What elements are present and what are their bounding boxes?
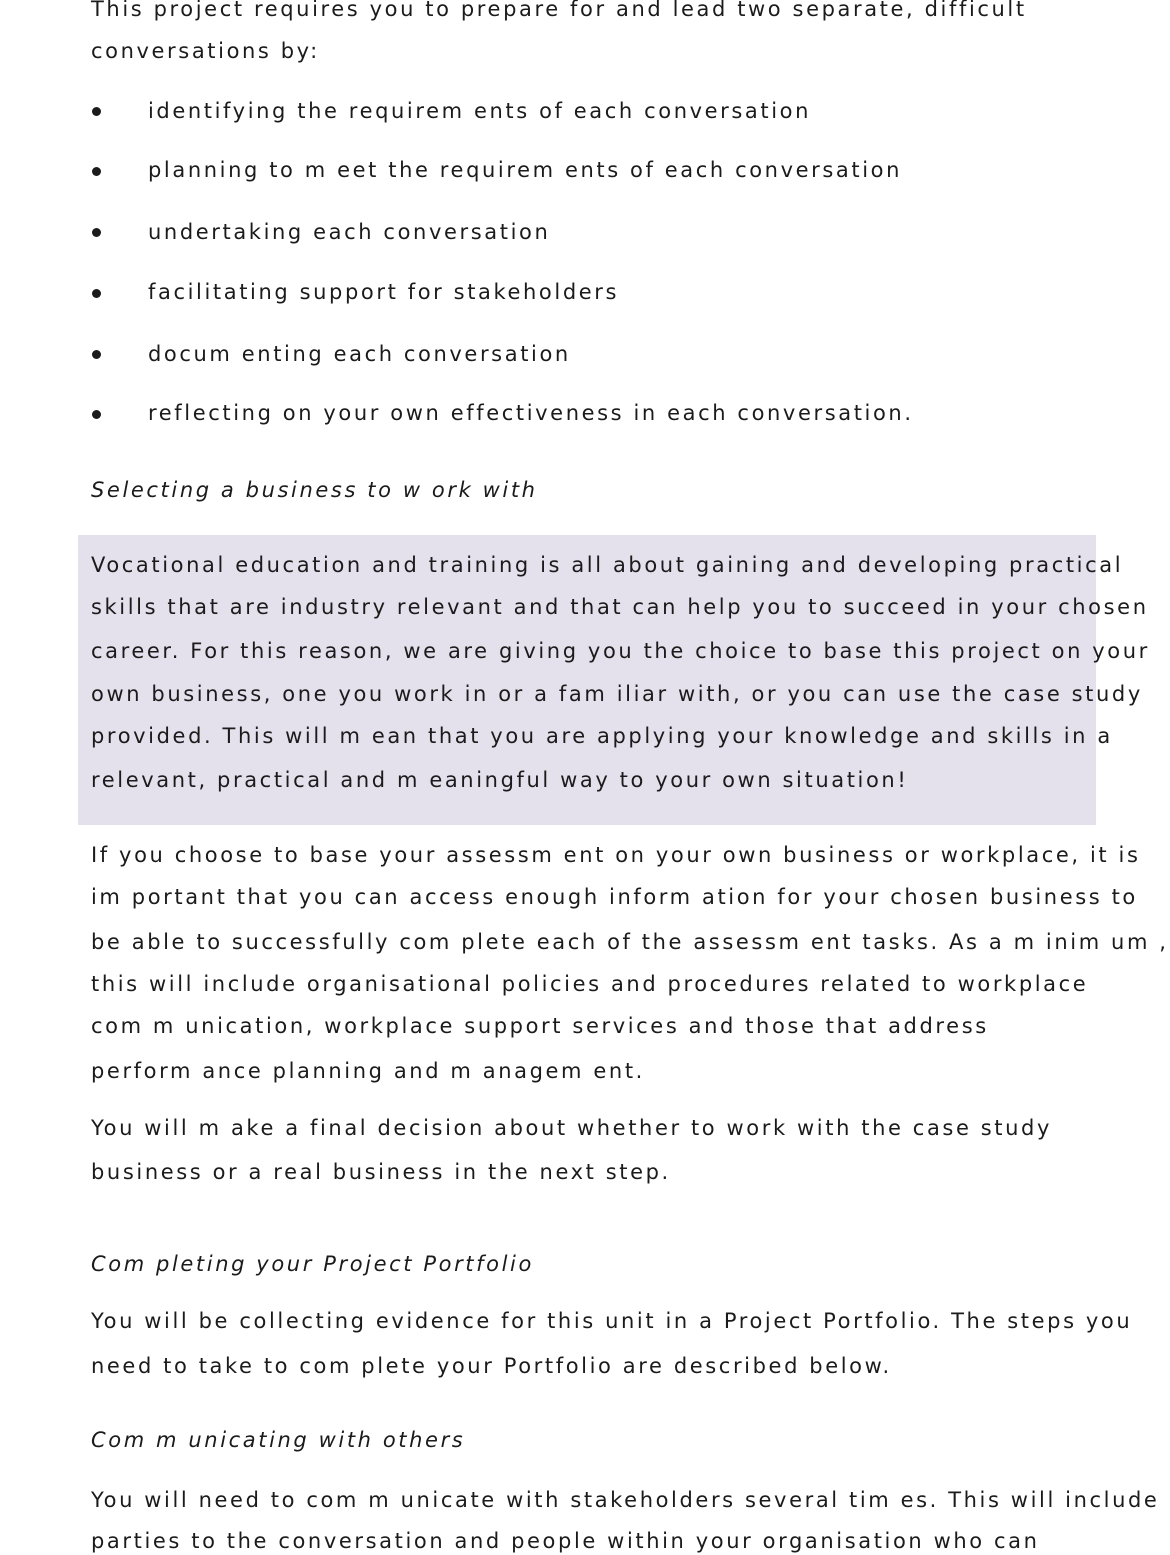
intro-line: This project requires you to prepare for and lead two separate, difficult	[91, 0, 1027, 21]
paragraph-line: You will be collecting evidence for this unit in a Project Portfolio. The steps you	[91, 1309, 1133, 1333]
paragraph-line: parties to the conversation and people within your organisation who can	[91, 1529, 1040, 1553]
callout-line: career. For this reason, we are giving you the choice to base this project on your	[91, 639, 1150, 663]
paragraph-line: com m unication, workplace support services and those that address	[91, 1014, 989, 1038]
callout-line: own business, one you work in or a fam iliar with, or you can use the case study	[91, 682, 1143, 706]
list-item-text: reflecting on your own effectiveness in each conversation.	[148, 401, 914, 425]
bullet-icon	[92, 107, 101, 116]
bullet-icon	[92, 410, 101, 419]
paragraph-line: You will m ake a final decision about whether to work with the case study	[91, 1116, 1052, 1140]
paragraph-line: If you choose to base your assessm ent on your own business or workplace, it is	[91, 843, 1141, 867]
bullet-icon	[92, 289, 101, 298]
list-item-text: undertaking each conversation	[148, 220, 551, 244]
paragraph-line: need to take to com plete your Portfolio are described below.	[91, 1354, 892, 1378]
paragraph-line: You will need to com m unicate with stakeholders several tim es. This will include	[91, 1488, 1160, 1512]
paragraph-line: this will include organisational policies and procedures related to workplace	[91, 972, 1089, 996]
callout-line: provided. This will m ean that you are applying your knowledge and skills in a	[91, 724, 1113, 748]
section-heading-communicating: Com m unicating with others	[91, 1428, 466, 1452]
callout-line: relevant, practical and m eaningful way to your own situation!	[91, 768, 909, 792]
paragraph-line: im portant that you can access enough inform ation for your chosen business to	[91, 885, 1138, 909]
list-item-text: identifying the requirem ents of each conversation	[148, 99, 812, 123]
section-heading-selecting: Selecting a business to w ork with	[91, 478, 538, 502]
list-item-text: facilitating support for stakeholders	[148, 280, 620, 304]
callout-line: Vocational education and training is all about gaining and developing practical	[91, 553, 1124, 577]
paragraph-line: perform ance planning and m anagem ent.	[91, 1059, 645, 1083]
bullet-icon	[92, 228, 101, 237]
intro-line: conversations by:	[91, 39, 320, 63]
bullet-icon	[92, 350, 101, 359]
paragraph-line: business or a real business in the next step.	[91, 1160, 671, 1184]
bullet-icon	[92, 167, 101, 176]
section-heading-portfolio: Com pleting your Project Portfolio	[91, 1252, 534, 1276]
list-item-text: planning to m eet the requirem ents of each conversation	[148, 158, 903, 182]
callout-line: skills that are industry relevant and that can help you to succeed in your chosen	[91, 595, 1149, 619]
list-item-text: docum enting each conversation	[148, 342, 571, 366]
paragraph-line: be able to successfully com plete each of the assessm ent tasks. As a m inim um ,	[91, 930, 1169, 954]
